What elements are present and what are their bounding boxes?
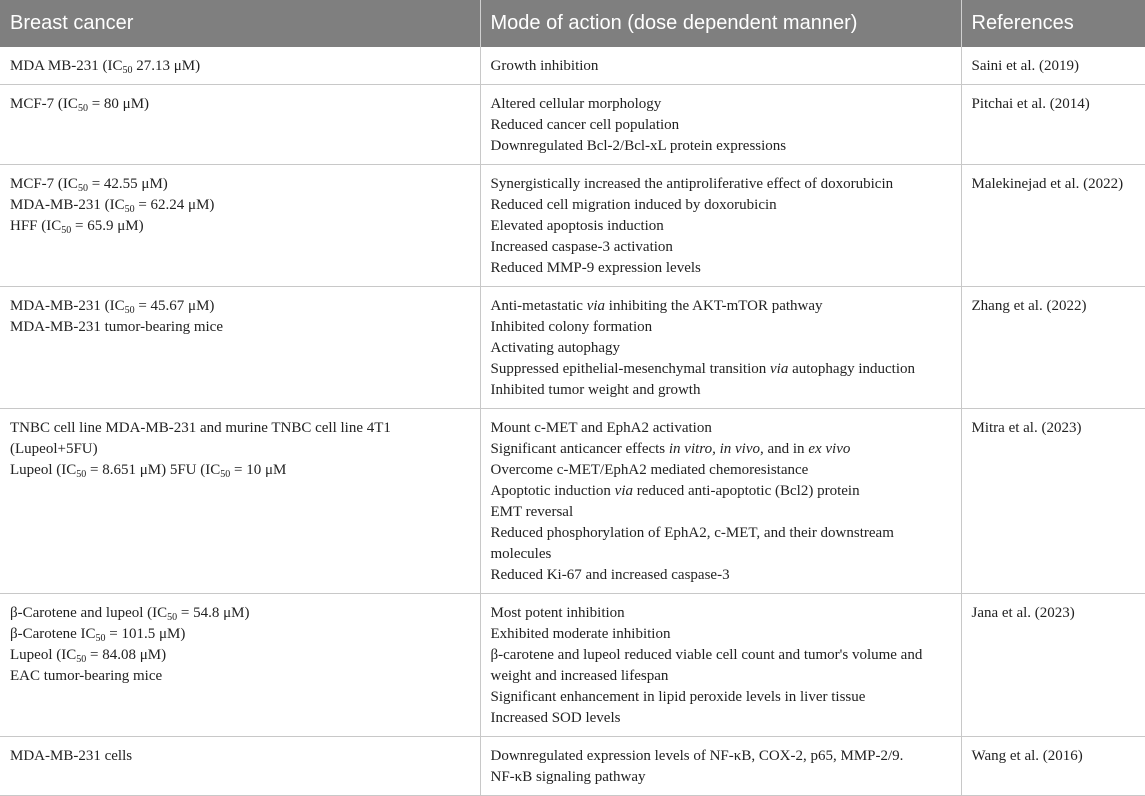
cell-breast-cancer: MDA-MB-231 ($IC_{50} = 45.67$ μM) MDA-MB-231 tumor-bearing mice [0,287,480,409]
cell-reference: Wang et al. (2016) [961,737,1145,796]
table-row [0,594,1145,737]
cell-reference: Malekinejad et al. (2022) [961,165,1145,287]
table-row [0,409,1145,594]
cell-reference: Pitchai et al. (2014) [961,85,1145,165]
header-row [0,0,1145,47]
cell-mode: Altered cellular morphology Reduced cancer cell population Downregulated Bcl-2/Bcl-xL protein expressions [480,85,961,165]
cell-breast-cancer: MDA MB-231 ($IC_{50}$ 27.13 μM) [0,47,480,85]
cell-breast-cancer: MDA-MB-231 cells [0,737,480,796]
cell-breast-cancer: MCF-7 ($IC_{50} = 42.55$ μM) MDA-MB-231 ($IC_{50} = 62.24$ μM) HFF ($IC_{50} = 65.9$ μM) [0,165,480,287]
header-mode-of-action: Mode of action (dose dependent manner) [480,0,961,47]
table-row [0,47,1145,85]
cell-reference: Zhang et al. (2022) [961,287,1145,409]
cell-mode: Growth inhibition [480,47,961,85]
cell-mode: Most potent inhibition Exhibited moderate inhibition β-carotene and lupeol reduced viable cell count and tumor's volume and weight and increased lifespan Significant enhancement in lipid peroxide levels in liver tissue Increased SOD levels [480,594,961,737]
table-row [0,165,1145,287]
table-row [0,85,1145,165]
cell-breast-cancer: β-Carotene and lupeol ($IC_{50} = 54.8$ μM) β-Carotene $IC_{50} = 101.5$ μM) Lupeol ($IC_{50} = 84.08$ μM) EAC tumor-bearing mice [0,594,480,737]
header-breast-cancer: Breast cancer [0,0,480,47]
header-references: References [961,0,1145,47]
cell-reference: Mitra et al. (2023) [961,409,1145,594]
cell-breast-cancer: TNBC cell line MDA-MB-231 and murine TNBC cell line 4T1 (Lupeol+5FU) Lupeol ($IC_{50} = 8.651$ μM) 5FU ($IC_{50} = 10$ μM [0,409,480,594]
cell-reference: Saini et al. (2019) [961,47,1145,85]
table-row [0,287,1145,409]
cell-mode: Mount c-MET and EphA2 activation Significant anticancer effects in vitro, in vivo, and in ex vivo Overcome c-MET/EphA2 mediated chemoresistance Apoptotic induction via reduced anti-apoptotic (Bcl2) protein EMT reversal Reduced phosphorylation of EphA2, c-MET, and their downstream molecules Reduced Ki-67 and increased caspase-3 [480,409,961,594]
cell-mode: Synergistically increased the antiproliferative effect of doxorubicin Reduced cell migration induced by doxorubicin Elevated apoptosis induction Increased caspase-3 activation Reduced MMP-9 expression levels [480,165,961,287]
cell-breast-cancer: MCF-7 ($IC_{50} = 80$ μM) [0,85,480,165]
table-row [0,737,1145,796]
cell-mode: Downregulated expression levels of NF-κB, COX-2, p65, MMP-2/9. NF-κB signaling pathway [480,737,961,796]
cell-mode: Anti-metastatic via inhibiting the AKT-mTOR pathway Inhibited colony formation Activating autophagy Suppressed epithelial-mesenchymal transition via autophagy induction Inhibited tumor weight and growth [480,287,961,409]
cell-reference: Jana et al. (2023) [961,594,1145,737]
